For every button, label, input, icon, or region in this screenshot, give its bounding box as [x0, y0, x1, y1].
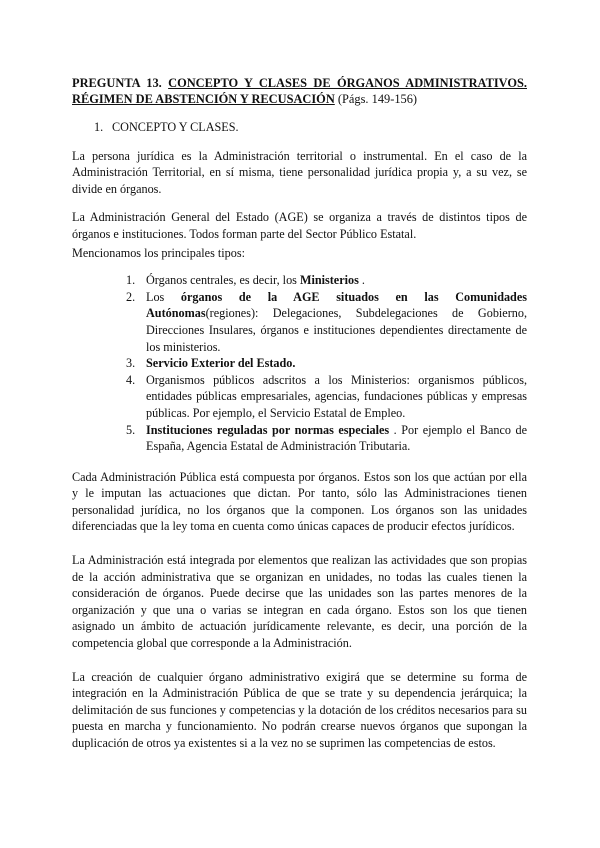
list-item-text-end: (regiones): Delegaciones, Subdelegaciones de Gobierno, Direcciones Insulares, órganos e instituciones dependientes directamente de los ministerios. [146, 306, 527, 354]
title-part-concepto: CONCEPTO Y CLASES DE ÓRGANOS ADMINISTRATIVOS. [168, 76, 527, 90]
title-part-regimen: RÉGIMEN DE ABSTENCIÓN Y RECUSACIÓN [72, 91, 335, 106]
list-item [126, 422, 527, 455]
paragraph-unidades: La Administración está integrada por elementos que realizan las actividades que son propias de la acción administrativa que se organizan en unidades, no todas las cuales tienen la consideración de órganos. Puede decirse que las unidades son las partes menores de la organización y que una o varias se integran en cada órgano. Estos son los que tienen asignado un ámbito de actuación jurídicamente relevante, es decir, una porción de la competencia global que corresponde a la Administración. [72, 553, 527, 651]
paragraph-organos-composicion: Cada Administración Pública está compuesta por órganos. Estos son los que actúan por ella y le imputan las actuaciones que dictan. Por tanto, sólo las Administraciones tienen personalidad jurídica, no los órganos que la componen. Los órganos son las unidades diferenciadas que la ley toma en cuenta como únicas capaces de producir efectos jurídicos. [72, 469, 527, 534]
list-item [126, 289, 527, 355]
paragraph-age: La Administración General del Estado (AGE) se organiza a través de distintos tipos de órganos e instituciones. Todos forman parte del Sector Público Estatal. [72, 210, 527, 241]
list-item-bold: Ministerios [299, 273, 359, 288]
list-item-text: Los [146, 289, 181, 304]
list-item-text-end: . [358, 273, 365, 288]
list-item-bold: Servicio Exterior del Estado. [146, 356, 296, 371]
question-title [72, 76, 527, 107]
section-label: CONCEPTO Y CLASES. [112, 120, 239, 134]
list-item [126, 355, 527, 372]
paragraph-tipos-intro: Mencionamos los principales tipos: [72, 245, 245, 260]
document-content [72, 76, 527, 752]
list-item [126, 272, 527, 289]
list-item-number: 3. [126, 356, 136, 371]
paragraph-persona-juridica: La persona jurídica es la Administración territorial o instrumental. En el caso de la Administración Territorial, en sí misma, tiene personalidad jurídica propia y, a su vez, se divide en órganos. [72, 148, 527, 196]
list-item-number: 2. [126, 289, 136, 304]
title-prefix: PREGUNTA 13. [72, 76, 162, 90]
section-heading [72, 119, 527, 136]
list-item-text-end: . Por ejemplo el Banco de España, Agencia Estatal de Administración Tributaria. [146, 422, 528, 454]
list-item-number: 4. [126, 372, 136, 387]
organ-types-list [72, 272, 527, 455]
title-pages: (Págs. 149-156) [337, 91, 418, 106]
list-item [126, 372, 527, 422]
list-item-bold: órganos de la AGE situados en las Comunidades Autónomas [146, 289, 527, 321]
list-item-bold: Instituciones reguladas por normas especiales [146, 422, 390, 437]
list-item-text: Órganos centrales, es decir, los [146, 273, 300, 288]
list-item-number: 5. [126, 422, 136, 437]
list-item-number: 1. [126, 273, 136, 288]
list-item-text: Organismos públicos adscritos a los Ministerios: organismos públicos, entidades públicas empresariales, agencias, fundaciones públicas y empresas públicas. Por ejemplo, el Servicio Estatal de Empleo. [146, 372, 527, 420]
section-number: 1. [94, 120, 104, 134]
paragraph-creacion-organo: La creación de cualquier órgano administrativo exigirá que se determine su forma de integración en la Administración Pública de que se trate y su dependencia jerárquica; la delimitación de sus funciones y competencias y la dotación de los créditos necesarios para su puesta en marcha y funcionamiento. No podrán crearse nuevos órganos que supongan la duplicación de otros ya existentes si a la vez no se suprimen las competencias de estos. [72, 669, 527, 750]
